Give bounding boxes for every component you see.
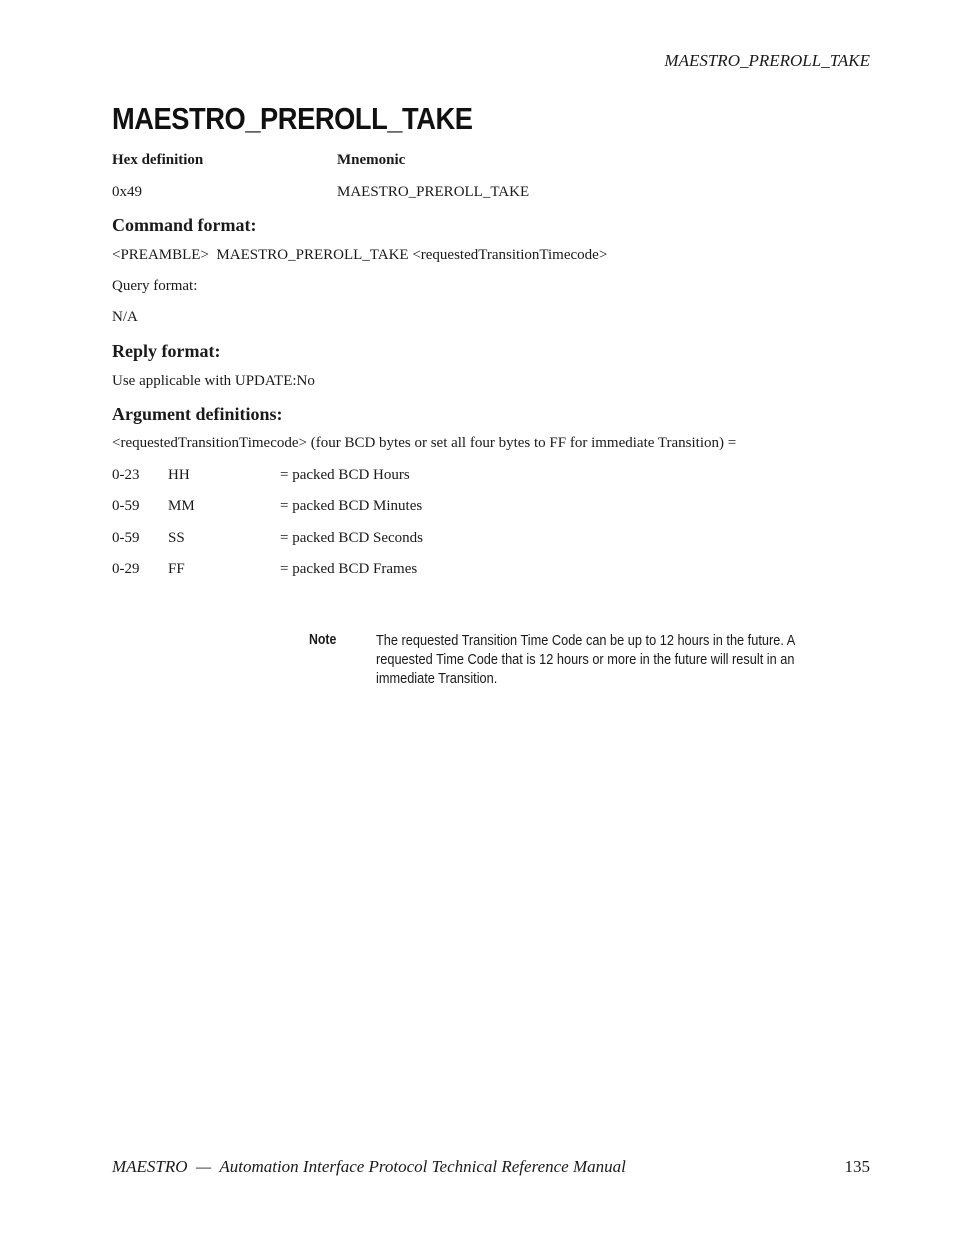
argument-code: HH xyxy=(168,467,190,483)
table-cell-mnemonic: MAESTRO_PREROLL_TAKE xyxy=(337,184,530,200)
argument-desc: = packed BCD Hours xyxy=(280,467,410,483)
query-format-label: Query format: xyxy=(112,278,198,294)
table-cell-hex: 0x49 xyxy=(112,184,142,200)
table-header-hex: Hex definition xyxy=(112,152,204,168)
argument-code: SS xyxy=(168,530,185,546)
argument-range: 0-23 xyxy=(112,467,140,483)
page-title: MAESTRO_PREROLL_TAKE xyxy=(112,101,473,136)
argument-code: MM xyxy=(168,498,195,514)
reply-format-text: Use applicable with UPDATE:No xyxy=(112,373,315,389)
query-format-value: N/A xyxy=(112,309,138,325)
command-format-heading: Command format: xyxy=(112,215,257,235)
running-head: MAESTRO_PREROLL_TAKE xyxy=(664,51,870,70)
argument-intro: <requestedTransitionTimecode> (four BCD bytes or set all four bytes to FF for immediate Transition) = xyxy=(112,435,737,451)
argument-range: 0-59 xyxy=(112,530,140,546)
note-text: The requested Transition Time Code can be up to 12 hours in the future. A requested Time Code that is 12 hours or more in the future will result in an immediate Transition. xyxy=(376,633,795,687)
argument-range: 0-29 xyxy=(112,561,140,577)
command-format-line: <PREAMBLE> MAESTRO_PREROLL_TAKE <requestedTransitionTimecode> xyxy=(112,247,608,263)
argument-range: 0-59 xyxy=(112,498,140,514)
argument-definitions-heading: Argument definitions: xyxy=(112,404,283,424)
reply-format-heading: Reply format: xyxy=(112,341,221,361)
page-number: 135 xyxy=(844,1157,870,1176)
argument-desc: = packed BCD Frames xyxy=(280,561,418,577)
argument-code: FF xyxy=(168,561,185,577)
argument-desc: = packed BCD Minutes xyxy=(280,498,423,514)
note-label: Note xyxy=(309,632,337,648)
footer-text: MAESTRO — Automation Interface Protocol Technical Reference Manual xyxy=(112,1157,626,1176)
table-header-mnemonic: Mnemonic xyxy=(337,152,406,168)
argument-desc: = packed BCD Seconds xyxy=(280,530,424,546)
